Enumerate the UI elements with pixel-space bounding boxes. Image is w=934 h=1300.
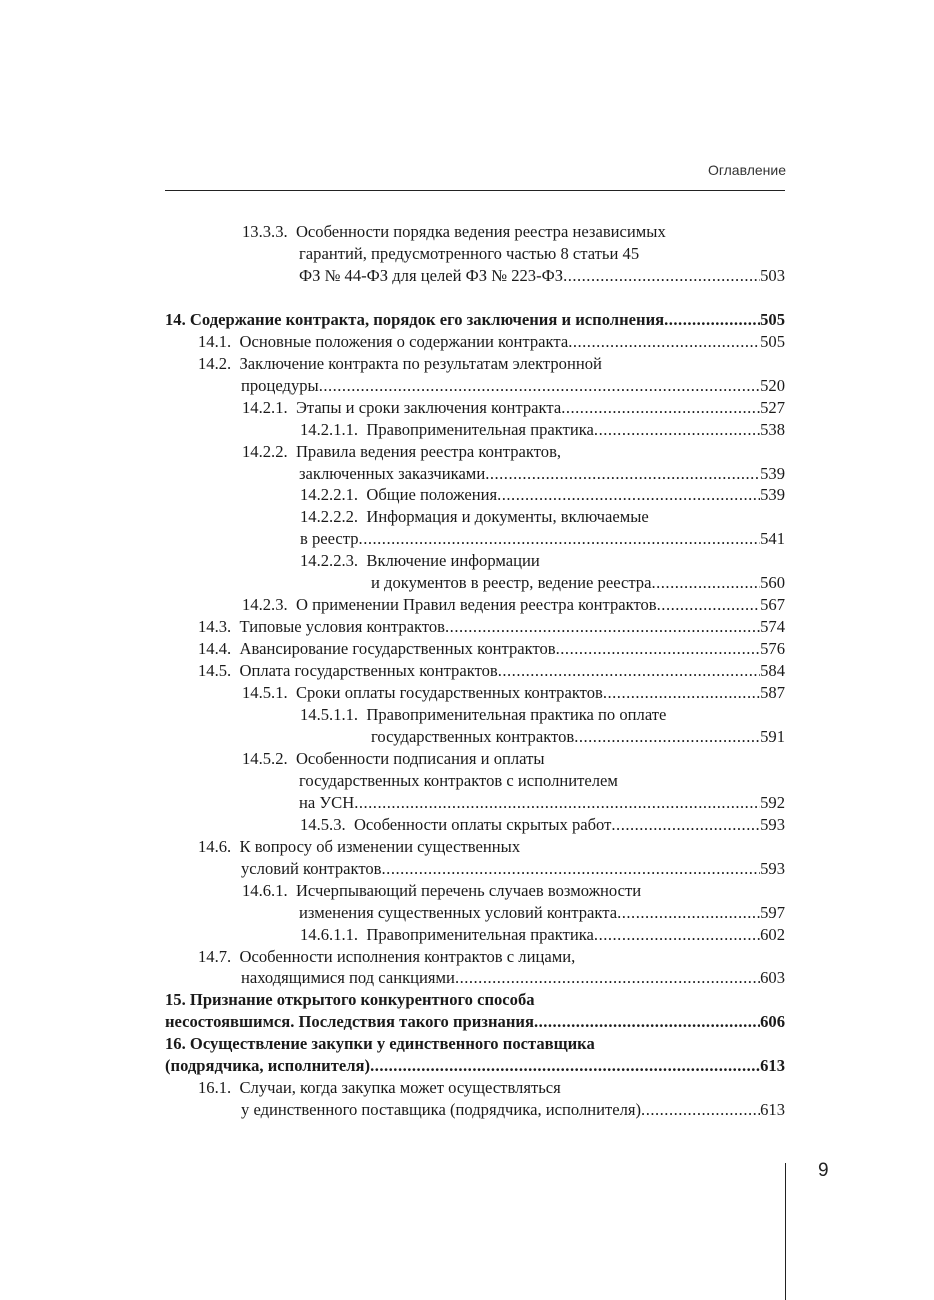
toc-page-number: 576 [760, 639, 785, 659]
toc-page-number: 505 [760, 309, 785, 329]
dot-leader [455, 967, 760, 989]
toc-number: 16.1. [198, 1078, 232, 1098]
dot-leader [359, 528, 761, 550]
dot-leader [354, 792, 760, 814]
toc-title: государственных контрактов с исполнителем [299, 770, 618, 790]
toc-entry[interactable] [165, 1033, 785, 1077]
toc-number: 14.5.1. [242, 683, 288, 703]
toc-entry[interactable] [165, 924, 785, 946]
toc-page-number: 606 [760, 1012, 785, 1032]
toc-title: Основные положения о содержании контракта [239, 331, 569, 351]
toc-page-number: 503 [760, 265, 785, 285]
dot-leader [603, 682, 760, 704]
table-of-contents [165, 221, 785, 1121]
toc-number: 14.6.1.1. [300, 924, 359, 944]
toc-page-number: 613 [760, 1100, 785, 1120]
toc-page-number: 560 [760, 573, 785, 593]
toc-title: находящимися под санкциями [241, 968, 455, 988]
toc-page-number: 584 [760, 661, 785, 681]
toc-page-number: 591 [760, 726, 785, 746]
toc-title: Правоприменительная практика по оплате [366, 705, 667, 725]
dot-leader [594, 924, 760, 946]
toc-title: Правоприменительная практика [366, 419, 594, 439]
toc-page-number: 592 [760, 792, 785, 812]
dot-leader [319, 375, 760, 397]
toc-title: Типовые условия контрактов [239, 617, 446, 637]
dot-leader [534, 1011, 760, 1033]
toc-number: 14.2.1.1. [300, 419, 359, 439]
toc-title: Содержание контракта, порядок его заключения и исполнения [189, 309, 665, 329]
toc-title: Особенности подписания и оплаты [295, 748, 545, 768]
toc-number: 14. [165, 309, 186, 329]
dot-leader [561, 397, 760, 419]
dot-leader [651, 572, 760, 594]
toc-title: гарантий, предусмотренного частью 8 статьи 45 [299, 243, 640, 263]
toc-entry[interactable] [165, 880, 785, 924]
toc-title: (подрядчика, исполнителя) [165, 1056, 371, 1076]
toc-entry[interactable] [165, 638, 785, 660]
toc-title: процедуры [241, 375, 319, 395]
dot-leader [563, 265, 760, 287]
toc-page-number: 541 [760, 529, 785, 549]
toc-title: на УСН [299, 792, 355, 812]
toc-title: Исчерпывающий перечень случаев возможности [295, 880, 642, 900]
toc-title: Оплата государственных контрактов [239, 661, 498, 681]
toc-title: Сроки оплаты государственных контрактов [295, 683, 603, 703]
toc-entry[interactable] [165, 550, 785, 594]
toc-entry[interactable] [165, 836, 785, 880]
toc-number: 13.3.3. [242, 222, 288, 241]
toc-number: 14.5.3. [300, 814, 346, 834]
toc-entry[interactable] [165, 814, 785, 836]
side-rule [785, 1163, 786, 1300]
toc-entry[interactable] [165, 989, 785, 1033]
page-number: 9 [818, 1160, 829, 1181]
toc-title: Признание открытого конкурентного способа [189, 990, 535, 1010]
toc-number: 16. [165, 1034, 186, 1054]
toc-page-number: 593 [760, 858, 785, 878]
toc-entry[interactable] [165, 441, 785, 485]
toc-title: Этапы и сроки заключения контракта [295, 397, 562, 417]
toc-entry[interactable] [165, 660, 785, 682]
toc-entry[interactable] [165, 484, 785, 506]
toc-entry[interactable] [165, 946, 785, 990]
toc-title: заключенных заказчиками [299, 463, 486, 483]
toc-number: 14.2.2.1. [300, 485, 359, 505]
toc-title: Особенности порядка ведения реестра независимых [295, 222, 666, 241]
toc-title: условий контрактов [241, 858, 382, 878]
toc-entry[interactable] [165, 419, 785, 441]
toc-entry[interactable] [165, 353, 785, 397]
toc-page-number: 505 [760, 331, 785, 351]
toc-page-number: 613 [760, 1056, 785, 1076]
toc-number: 14.5.2. [242, 748, 288, 768]
toc-number: 14.2.2.3. [300, 551, 359, 571]
toc-title: у единственного поставщика (подрядчика, исполнителя) [241, 1100, 642, 1120]
toc-number: 14.1. [198, 331, 232, 351]
dot-leader [617, 902, 760, 924]
toc-number: 14.2.2. [242, 441, 288, 461]
toc-number: 14.2.3. [242, 595, 288, 615]
toc-entry[interactable] [165, 506, 785, 550]
toc-number: 15. [165, 990, 186, 1010]
dot-leader [485, 463, 760, 485]
toc-title: Правоприменительная практика [366, 924, 594, 944]
toc-entry[interactable] [165, 221, 785, 287]
toc-entry[interactable] [165, 397, 785, 419]
toc-entry[interactable] [165, 594, 785, 616]
toc-page-number: 538 [760, 419, 785, 439]
toc-title: несостоявшимся. Последствия такого признания [165, 1012, 534, 1032]
toc-title: и документов в реестр, ведение реестра [371, 573, 652, 593]
toc-page-number: 597 [760, 902, 785, 922]
dot-leader [611, 814, 760, 836]
toc-title: Особенности оплаты скрытых работ [353, 814, 612, 834]
toc-page-number: 527 [760, 397, 785, 417]
toc-title: Осуществление закупки у единственного поставщика [189, 1034, 595, 1054]
toc-page-number: 587 [760, 683, 785, 703]
dot-leader [370, 1055, 760, 1077]
header-rule [165, 190, 785, 191]
toc-title: государственных контрактов [371, 726, 575, 746]
toc-entry[interactable] [165, 682, 785, 704]
dot-leader [664, 309, 760, 331]
toc-page-number: 567 [760, 595, 785, 615]
toc-title: Случаи, когда закупка может осуществляться [239, 1078, 561, 1098]
toc-page-number: 603 [760, 968, 785, 988]
toc-title: Общие положения [366, 485, 498, 505]
toc-number: 14.2. [198, 353, 232, 373]
toc-number: 14.4. [198, 639, 232, 659]
toc-title: Заключение контракта по результатам электронной [239, 353, 602, 373]
toc-title: Особенности исполнения контрактов с лицами, [239, 946, 576, 966]
toc-page-number: 539 [760, 485, 785, 505]
toc-entry[interactable] [165, 309, 785, 331]
dot-leader [594, 419, 760, 441]
toc-entry[interactable] [165, 748, 785, 814]
dot-leader [445, 616, 760, 638]
toc-entry[interactable] [165, 1077, 785, 1121]
toc-number: 14.6. [198, 836, 232, 856]
toc-number: 14.5.1.1. [300, 705, 359, 725]
dot-leader [497, 484, 760, 506]
toc-entry[interactable] [165, 616, 785, 638]
toc-entry[interactable] [165, 331, 785, 353]
dot-leader [556, 638, 760, 660]
toc-page-number: 602 [760, 924, 785, 944]
toc-number: 14.5. [198, 661, 232, 681]
toc-title: Включение информации [366, 551, 540, 571]
toc-number: 14.7. [198, 946, 232, 966]
toc-number: 14.2.1. [242, 397, 288, 417]
toc-title: в реестр [300, 529, 359, 549]
toc-title: Правила ведения реестра контрактов, [295, 441, 562, 461]
dot-leader [568, 331, 760, 353]
toc-page-number: 520 [760, 375, 785, 395]
toc-title: К вопросу об изменении существенных [239, 836, 521, 856]
toc-page-number: 593 [760, 814, 785, 834]
toc-page-number: 539 [760, 463, 785, 483]
dot-leader [498, 660, 760, 682]
toc-number: 14.6.1. [242, 880, 288, 900]
dot-leader [574, 726, 760, 748]
dot-leader [641, 1099, 760, 1121]
dot-leader [657, 594, 760, 616]
toc-page-number: 574 [760, 617, 785, 637]
toc-title: ФЗ № 44-ФЗ для целей ФЗ № 223-ФЗ [299, 265, 564, 285]
toc-number: 14.3. [198, 617, 232, 637]
toc-number: 14.2.2.2. [300, 507, 359, 527]
dot-leader [382, 858, 761, 880]
toc-title: О применении Правил ведения реестра контрактов [295, 595, 657, 615]
running-head: Оглавление [707, 162, 786, 178]
toc-title: изменения существенных условий контракта [299, 902, 618, 922]
toc-title: Информация и документы, включаемые [366, 507, 649, 527]
toc-entry[interactable] [165, 704, 785, 748]
toc-title: Авансирование государственных контрактов [239, 639, 556, 659]
